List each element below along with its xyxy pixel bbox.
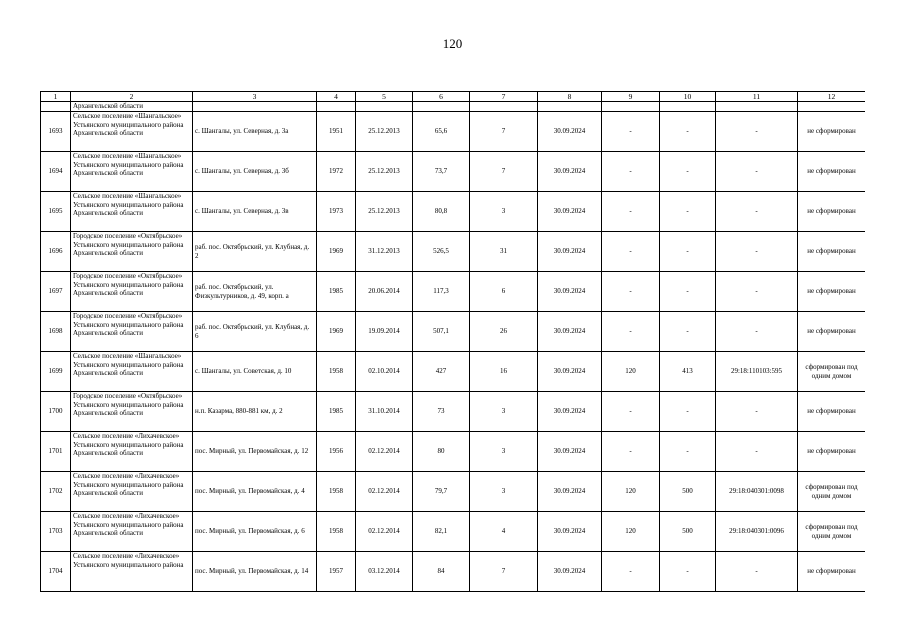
area-cell: 65,6 <box>413 112 470 152</box>
address-cell: пос. Мирный, ул. Первомайская, д. 4 <box>193 472 317 512</box>
column-9-cell: - <box>602 312 660 352</box>
column-10-cell: - <box>660 232 716 272</box>
address-cell: н.п. Казарма, 880-881 км, д. 2 <box>193 392 317 432</box>
table-cell <box>356 102 413 112</box>
area-cell: 427 <box>413 352 470 392</box>
cadastral-number-cell: - <box>716 272 798 312</box>
status-cell: сформирован под одним домом <box>798 352 866 392</box>
cadastral-number-cell: - <box>716 152 798 192</box>
status-cell: не сформирован <box>798 432 866 472</box>
address-cell: с. Шангалы, ул. Северная, д. 3а <box>193 112 317 152</box>
deadline-cell: 30.09.2024 <box>538 232 602 272</box>
table-row <box>41 432 866 472</box>
settlement-cell: Сельское поселение «Лихачевское» Устьянского муниципального района <box>71 552 193 592</box>
area-cell: 117,3 <box>413 272 470 312</box>
count-cell: 3 <box>470 472 538 512</box>
cadastral-number-cell: - <box>716 112 798 152</box>
year-cell: 1969 <box>317 312 356 352</box>
row-number-cell: 1704 <box>41 552 71 592</box>
year-cell: 1985 <box>317 392 356 432</box>
column-9-cell: - <box>602 112 660 152</box>
deadline-cell: 30.09.2024 <box>538 112 602 152</box>
date-cell: 25.12.2013 <box>356 152 413 192</box>
column-number: 9 <box>602 92 660 102</box>
cadastral-number-cell: - <box>716 552 798 592</box>
date-cell: 02.12.2014 <box>356 472 413 512</box>
table-row <box>41 192 866 232</box>
date-cell: 02.12.2014 <box>356 512 413 552</box>
row-number-cell: 1695 <box>41 192 71 232</box>
settlement-cell: Сельское поселение «Шангальское» Устьянского муниципального района Архангельской области <box>71 192 193 232</box>
column-number: 2 <box>71 92 193 102</box>
area-cell: 80,8 <box>413 192 470 232</box>
row-number-cell: 1701 <box>41 432 71 472</box>
count-cell: 4 <box>470 512 538 552</box>
table-cell <box>660 102 716 112</box>
settlement-cell: Сельское поселение «Шангальское» Устьянского муниципального района Архангельской области <box>71 112 193 152</box>
column-10-cell: - <box>660 312 716 352</box>
table-row <box>41 552 866 592</box>
column-10-cell: - <box>660 192 716 232</box>
table-cell <box>798 102 866 112</box>
cadastral-number-cell: 29:18:040301:0098 <box>716 472 798 512</box>
continuation-cell: Архангельской области <box>71 102 193 112</box>
status-cell: не сформирован <box>798 192 866 232</box>
date-cell: 25.12.2013 <box>356 112 413 152</box>
column-number: 12 <box>798 92 866 102</box>
column-9-cell: - <box>602 392 660 432</box>
table-row <box>41 312 866 352</box>
column-10-cell: 500 <box>660 512 716 552</box>
area-cell: 82,1 <box>413 512 470 552</box>
count-cell: 31 <box>470 232 538 272</box>
column-9-cell: - <box>602 432 660 472</box>
continuation-row <box>41 102 866 112</box>
table-cell <box>716 102 798 112</box>
settlement-cell: Сельское поселение «Лихачевское» Устьянского муниципального района Архангельской области <box>71 472 193 512</box>
column-9-cell: - <box>602 272 660 312</box>
table-row <box>41 272 866 312</box>
column-9-cell: - <box>602 552 660 592</box>
status-cell: сформирован под одним домом <box>798 512 866 552</box>
area-cell: 79,7 <box>413 472 470 512</box>
settlement-cell: Сельское поселение «Шангальское» Устьянского муниципального района Архангельской области <box>71 352 193 392</box>
row-number-cell: 1693 <box>41 112 71 152</box>
count-cell: 16 <box>470 352 538 392</box>
year-cell: 1972 <box>317 152 356 192</box>
count-cell: 3 <box>470 392 538 432</box>
cadastral-number-cell: - <box>716 432 798 472</box>
settlement-cell: Сельское поселение «Лихачевское» Устьянского муниципального района Архангельской области <box>71 432 193 472</box>
row-number-cell: 1699 <box>41 352 71 392</box>
count-cell: 3 <box>470 192 538 232</box>
status-cell: не сформирован <box>798 552 866 592</box>
cadastral-number-cell: - <box>716 192 798 232</box>
table-row <box>41 512 866 552</box>
column-9-cell: 120 <box>602 512 660 552</box>
settlement-cell: Городское поселение «Октябрьское» Устьянского муниципального района Архангельской области <box>71 392 193 432</box>
address-cell: пос. Мирный, ул. Первомайская, д. 14 <box>193 552 317 592</box>
year-cell: 1957 <box>317 552 356 592</box>
cadastral-number-cell: 29:18:040301:0096 <box>716 512 798 552</box>
date-cell: 25.12.2013 <box>356 192 413 232</box>
deadline-cell: 30.09.2024 <box>538 192 602 232</box>
deadline-cell: 30.09.2024 <box>538 392 602 432</box>
area-cell: 526,5 <box>413 232 470 272</box>
table-cell <box>413 102 470 112</box>
column-9-cell: - <box>602 152 660 192</box>
column-number: 5 <box>356 92 413 102</box>
date-cell: 02.10.2014 <box>356 352 413 392</box>
column-10-cell: - <box>660 552 716 592</box>
status-cell: не сформирован <box>798 152 866 192</box>
status-cell: не сформирован <box>798 232 866 272</box>
address-cell: раб. пос. Октябрьский, ул. Клубная, д. 2 <box>193 232 317 272</box>
deadline-cell: 30.09.2024 <box>538 312 602 352</box>
column-number: 10 <box>660 92 716 102</box>
column-number-row <box>41 92 866 102</box>
column-9-cell: 120 <box>602 472 660 512</box>
column-10-cell: - <box>660 112 716 152</box>
year-cell: 1958 <box>317 472 356 512</box>
table-row <box>41 392 866 432</box>
area-cell: 507,1 <box>413 312 470 352</box>
register-table-container <box>40 91 865 639</box>
table-row <box>41 352 866 392</box>
column-10-cell: - <box>660 272 716 312</box>
column-9-cell: - <box>602 192 660 232</box>
column-number: 6 <box>413 92 470 102</box>
deadline-cell: 30.09.2024 <box>538 552 602 592</box>
table-cell <box>602 102 660 112</box>
status-cell: не сформирован <box>798 312 866 352</box>
status-cell: не сформирован <box>798 392 866 432</box>
year-cell: 1958 <box>317 352 356 392</box>
column-number: 3 <box>193 92 317 102</box>
count-cell: 7 <box>470 552 538 592</box>
cadastral-number-cell: - <box>716 392 798 432</box>
address-cell: с. Шангалы, ул. Северная, д. 3в <box>193 192 317 232</box>
row-number-cell: 1696 <box>41 232 71 272</box>
column-10-cell: - <box>660 392 716 432</box>
address-cell: раб. пос. Октябрьский, ул. Физкультурников, д. 49, корп. а <box>193 272 317 312</box>
table-row <box>41 472 866 512</box>
row-number-cell: 1703 <box>41 512 71 552</box>
column-10-cell: 413 <box>660 352 716 392</box>
settlement-cell: Сельское поселение «Лихачевское» Устьянского муниципального района Архангельской области <box>71 512 193 552</box>
address-cell: с. Шангалы, ул. Северная, д. 3б <box>193 152 317 192</box>
table-cell <box>193 102 317 112</box>
date-cell: 19.09.2014 <box>356 312 413 352</box>
page-number: 120 <box>442 36 463 51</box>
date-cell: 20.06.2014 <box>356 272 413 312</box>
area-cell: 84 <box>413 552 470 592</box>
count-cell: 26 <box>470 312 538 352</box>
column-10-cell: - <box>660 432 716 472</box>
address-cell: пос. Мирный, ул. Первомайская, д. 12 <box>193 432 317 472</box>
year-cell: 1969 <box>317 232 356 272</box>
table-row <box>41 112 866 152</box>
date-cell: 31.10.2014 <box>356 392 413 432</box>
area-cell: 73,7 <box>413 152 470 192</box>
deadline-cell: 30.09.2024 <box>538 472 602 512</box>
count-cell: 3 <box>470 432 538 472</box>
cadastral-number-cell: 29:18:110103:595 <box>716 352 798 392</box>
table-body <box>41 92 866 592</box>
date-cell: 02.12.2014 <box>356 432 413 472</box>
column-9-cell: - <box>602 232 660 272</box>
year-cell: 1985 <box>317 272 356 312</box>
deadline-cell: 30.09.2024 <box>538 152 602 192</box>
deadline-cell: 30.09.2024 <box>538 432 602 472</box>
table-cell <box>317 102 356 112</box>
column-9-cell: 120 <box>602 352 660 392</box>
count-cell: 6 <box>470 272 538 312</box>
address-cell: пос. Мирный, ул. Первомайская, д. 6 <box>193 512 317 552</box>
status-cell: сформирован под одним домом <box>798 472 866 512</box>
cadastral-number-cell: - <box>716 312 798 352</box>
deadline-cell: 30.09.2024 <box>538 272 602 312</box>
row-number-cell: 1700 <box>41 392 71 432</box>
column-number: 11 <box>716 92 798 102</box>
column-number: 1 <box>41 92 71 102</box>
row-number-cell: 1697 <box>41 272 71 312</box>
settlement-cell: Городское поселение «Октябрьское» Устьянского муниципального района Архангельской области <box>71 312 193 352</box>
column-10-cell: - <box>660 152 716 192</box>
area-cell: 73 <box>413 392 470 432</box>
year-cell: 1973 <box>317 192 356 232</box>
register-table <box>40 91 865 592</box>
table-cell <box>41 102 71 112</box>
year-cell: 1956 <box>317 432 356 472</box>
row-number-cell: 1694 <box>41 152 71 192</box>
column-10-cell: 500 <box>660 472 716 512</box>
settlement-cell: Городское поселение «Октябрьское» Устьянского муниципального района Архангельской области <box>71 232 193 272</box>
table-cell <box>538 102 602 112</box>
deadline-cell: 30.09.2024 <box>538 512 602 552</box>
table-row <box>41 152 866 192</box>
settlement-cell: Сельское поселение «Шангальское» Устьянского муниципального района Архангельской области <box>71 152 193 192</box>
count-cell: 7 <box>470 112 538 152</box>
column-number: 8 <box>538 92 602 102</box>
count-cell: 7 <box>470 152 538 192</box>
address-cell: с. Шангалы, ул. Советская, д. 10 <box>193 352 317 392</box>
status-cell: не сформирован <box>798 272 866 312</box>
row-number-cell: 1702 <box>41 472 71 512</box>
table-cell <box>470 102 538 112</box>
area-cell: 80 <box>413 432 470 472</box>
year-cell: 1958 <box>317 512 356 552</box>
address-cell: раб. пос. Октябрьский, ул. Клубная, д. 6 <box>193 312 317 352</box>
year-cell: 1951 <box>317 112 356 152</box>
deadline-cell: 30.09.2024 <box>538 352 602 392</box>
row-number-cell: 1698 <box>41 312 71 352</box>
date-cell: 31.12.2013 <box>356 232 413 272</box>
date-cell: 03.12.2014 <box>356 552 413 592</box>
column-number: 4 <box>317 92 356 102</box>
settlement-cell: Городское поселение «Октябрьское» Устьянского муниципального района Архангельской области <box>71 272 193 312</box>
column-number: 7 <box>470 92 538 102</box>
table-row <box>41 232 866 272</box>
status-cell: не сформирован <box>798 112 866 152</box>
cadastral-number-cell: - <box>716 232 798 272</box>
